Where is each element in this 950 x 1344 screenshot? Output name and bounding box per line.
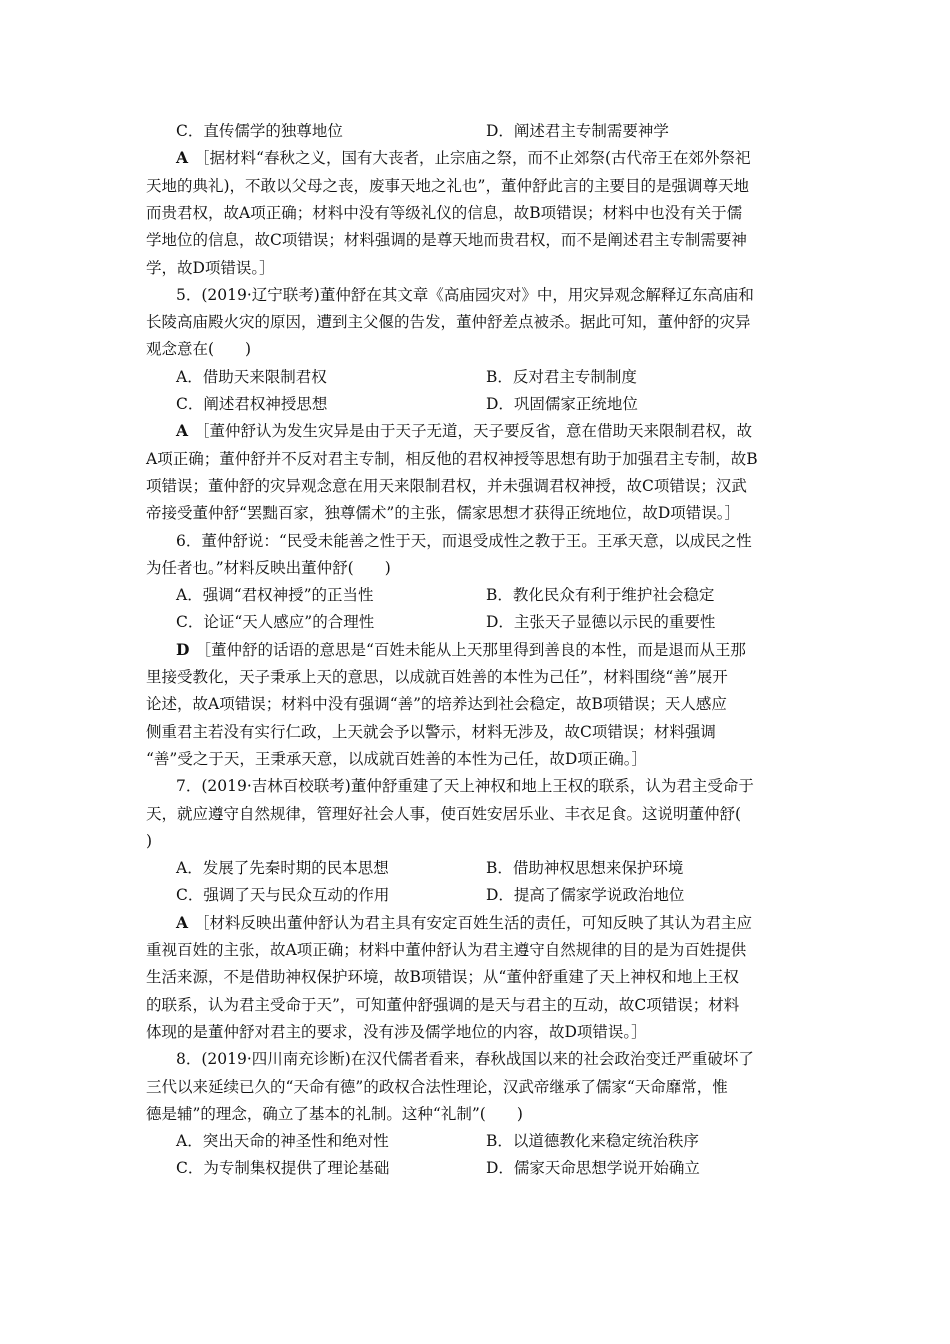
text-line: A项正确；董仲舒并不反对君主专制，相反他的君权神授等思想有助于加强君主专制，故B [146,450,758,468]
text-line: 学，故D项错误。］ [146,259,275,277]
text-line: 天，就应遵守自然规律，管理好社会人事，使百姓安居乐业、丰衣足食。这说明董仲舒( [146,805,742,823]
text-line: 论述，故A项错误；材料中没有强调“善”的培养达到社会稳定，故B项错误；天人感应 [146,695,727,713]
option-left: C．阐述君权神授思想 [176,395,328,413]
answer-explanation-line [176,421,836,441]
text-line: 三代以来延续已久的“天命有德”的政权合法性理论，汉武帝继承了儒家“天命靡常，惟 [146,1078,728,1096]
text-line: 侧重君主若没有实行仁政，上天就会予以警示，材料无涉及，故C项错误；材料强调 [146,723,716,741]
answer-text: ［据材料“春秋之义，国有大丧者，止宗庙之祭，而不止郊祭(古代帝王在郊外祭祀 [194,149,751,167]
option-right: D．主张天子显德以示民的重要性 [486,613,716,631]
answer-letter: D [176,640,190,659]
question-stem-line: 8．(2019·四川南充诊断)在汉代儒者看来，春秋战国以来的社会政治变迁严重破坏了 [176,1050,754,1068]
answer-letter: A [176,148,189,167]
option-left: C．论证“天人感应”的合理性 [176,613,375,631]
option-right: D．阐述君主专制需要神学 [486,122,669,140]
text-line: 长陵高庙殿火灾的原因，遭到主父偃的告发，董仲舒差点被杀。据此可知，董仲舒的灾异 [146,313,751,331]
text-line: 天地的典礼)，不敢以父母之丧，废事天地之礼也”，董仲舒此言的主要目的是强调尊天地 [146,177,749,195]
text-line: 里接受教化，天子秉承上天的意思，以成就百姓善的本性为己任”，材料围绕“善”展开 [146,668,728,686]
option-left: A．突出天命的神圣性和绝对性 [176,1132,389,1150]
answer-letter: A [176,421,189,440]
option-right: B．反对君主专制制度 [486,368,637,386]
answer-letter: A [176,913,189,932]
text-line: “善”受之于天，王秉承天意，以成就百姓善的本性为己任，故D项正确。］ [146,750,648,768]
answer-explanation-line [176,913,836,933]
text-line: 的联系，认为君主受命于天”，可知董仲舒强调的是天与君主的互动，故C项错误；材料 [146,996,740,1014]
text-line: 为任者也。”材料反映出董仲舒( ) [146,559,391,577]
question-stem-line: 5．(2019·辽宁联考)董仲舒在其文章《高庙园灾对》中，用灾异观念解释辽东高庙和 [176,286,754,304]
text-line: 体现的是董仲舒对君主的要求，没有涉及儒学地位的内容，故D项错误。］ [146,1023,647,1041]
option-left: A．强调“君权神授”的正当性 [176,586,374,604]
option-right: D．提高了儒家学说政治地位 [486,886,685,904]
question-stem-line: 7．(2019·吉林百校联考)董仲舒重建了天上神权和地上王权的联系，认为君主受命于 [176,777,754,795]
option-left: C．直传儒学的独尊地位 [176,122,343,140]
text-line: 项错误；董仲舒的灾异观念意在用天来限制君权，并未强调君权神授，故C项错误；汉武 [146,477,747,495]
text-line: 观念意在( ) [146,340,252,358]
text-line: 重视百姓的主张，故A项正确；材料中董仲舒认为君主遵守自然规律的目的是为百姓提供 [146,941,747,959]
option-right: D．巩固儒家正统地位 [486,395,638,413]
answer-explanation-line [176,148,836,168]
question-stem-line: 6．董仲舒说：“民受未能善之性于天，而退受成性之教于王。王承天意，以成民之性 [176,532,752,550]
text-line: 而贵君权，故A项正确；材料中没有等级礼仪的信息，故B项错误；材料中也没有关于儒 [146,204,743,222]
option-left: C．强调了天与民众互动的作用 [176,886,390,904]
option-left: A．借助天来限制君权 [176,368,327,386]
option-right: B．以道德教化来稳定统治秩序 [486,1132,699,1150]
text-line: 学地位的信息，故C项错误；材料强调的是尊天地而贵君权，而不是阐述君主专制需要神 [146,231,747,249]
option-right: D．儒家天命思想学说开始确立 [486,1159,700,1177]
text-line: 德是辅”的理念，确立了基本的礼制。这种“礼制”( ) [146,1105,523,1123]
option-right: B．借助神权思想来保护环境 [486,859,684,877]
text-line: ) [146,832,153,850]
answer-text: ［材料反映出董仲舒认为君主具有安定百姓生活的责任，可知反映了其认为君主应 [194,914,753,932]
option-right: B．教化民众有利于维护社会稳定 [486,586,715,604]
answer-text: ［董仲舒的话语的意思是“百姓未能从上天那里得到善良的本性，而是退而从王那 [195,641,746,659]
text-line: 生活来源，不是借助神权保护环境，故B项错误；从“董仲舒重建了天上神权和地上王权 [146,968,739,986]
answer-text: ［董仲舒认为发生灾异是由于天子无道，天子要反省，意在借助天来限制君权，故 [194,422,753,440]
option-left: A．发展了先秦时期的民本思想 [176,859,389,877]
option-left: C．为专制集权提供了理论基础 [176,1159,390,1177]
text-line: 帝接受董仲舒“罢黜百家，独尊儒术”的主张，儒家思想才获得正统地位，故D项错误。］ [146,504,741,522]
answer-explanation-line [176,640,836,660]
